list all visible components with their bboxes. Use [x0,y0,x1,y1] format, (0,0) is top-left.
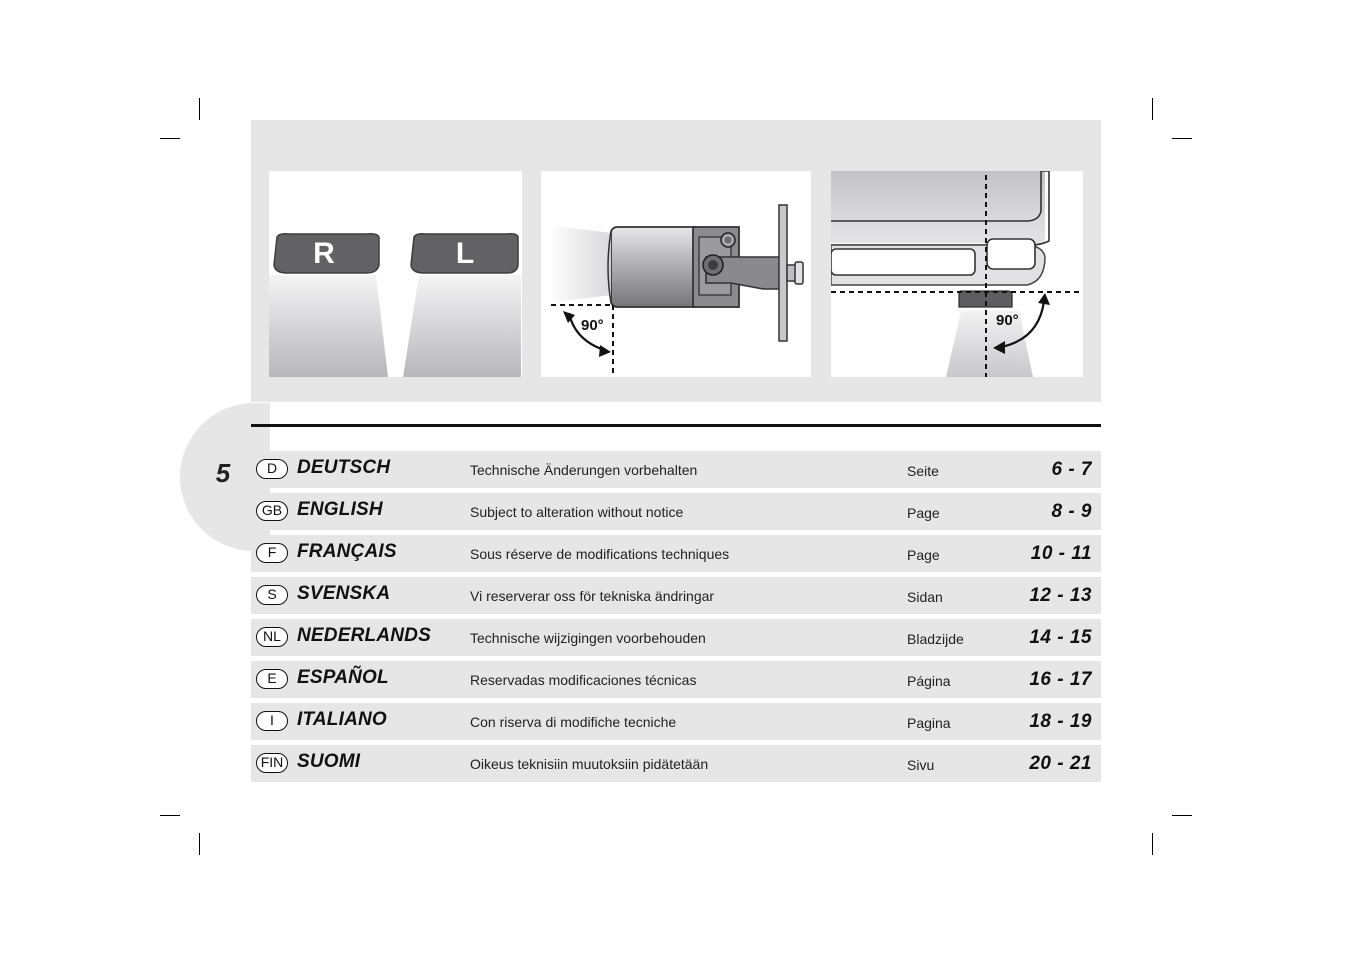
toc-row[interactable] [251,493,1101,530]
page-word: Página [907,673,951,689]
indicator-lights-illustration [269,171,522,377]
language-name: ENGLISH [297,499,383,520]
crop-mark [1152,833,1153,855]
page-range: 18 - 19 [1029,711,1092,732]
crop-mark [199,833,200,855]
country-code-badge: NL [256,627,288,647]
toc-row[interactable] [251,619,1101,656]
toc-row[interactable] [251,451,1101,488]
angle-label: 90° [581,317,604,334]
language-name: SVENSKA [297,583,391,604]
crop-mark [199,98,200,120]
toc-row[interactable] [251,661,1101,698]
alteration-notice: Subject to alteration without notice [470,504,684,520]
mounting-angle-figure [541,171,811,377]
toc-row[interactable] [251,535,1101,572]
alteration-notice: Sous réserve de modifications techniques [470,546,730,562]
page-range: 10 - 11 [1030,543,1092,564]
vehicle-mount-illustration [831,171,1083,377]
lamp-mount-illustration [541,171,811,377]
figure-area [251,120,1101,402]
language-name: ESPAÑOL [297,667,389,688]
page-word: Seite [907,463,939,479]
crop-mark [160,815,180,816]
toc-row[interactable] [251,577,1101,614]
country-code-badge: S [256,585,288,605]
crop-mark [1152,98,1153,120]
alteration-notice: Reservadas modificaciones técnicas [470,672,697,688]
alteration-notice: Oikeus teknisiin muutoksiin pidätetään [470,756,709,772]
alteration-notice: Vi reserverar oss för tekniska ändringar [470,588,715,604]
page-range: 6 - 7 [1051,459,1092,480]
language-name: DEUTSCH [297,457,391,478]
language-name: NEDERLANDS [297,625,431,646]
alteration-notice: Technische Änderungen vorbehalten [470,462,698,478]
page-word: Page [907,505,940,521]
angle-label: 90° [996,312,1019,329]
toc-row[interactable] [251,703,1101,740]
page-word: Bladzijde [907,631,964,647]
page-range: 20 - 21 [1029,753,1092,774]
country-code-badge: FIN [256,753,288,773]
country-code-badge: I [256,711,288,731]
toc-row[interactable] [251,745,1101,782]
page-range: 14 - 15 [1029,627,1092,648]
page-word: Sidan [907,589,943,605]
country-code-badge: GB [256,501,288,521]
language-name: ITALIANO [297,709,387,730]
alteration-notice: Technische wijzigingen voorbehouden [470,630,706,646]
indicator-right-label: R [313,237,335,270]
language-contents-table [251,451,1101,787]
page-number: 5 [215,458,231,488]
language-name: FRANÇAIS [297,541,397,562]
crop-mark [160,138,180,139]
page-range: 12 - 13 [1029,585,1092,606]
crop-mark [1172,815,1192,816]
alteration-notice: Con riserva di modifiche tecniche [470,714,677,730]
crop-mark [1172,138,1192,139]
page-word: Page [907,547,940,563]
indicator-left-label: L [455,237,475,270]
vehicle-angle-figure [831,171,1083,377]
page-word: Sivu [907,757,935,773]
country-code-badge: D [256,459,288,479]
language-name: SUOMI [297,751,361,772]
indicator-lights-figure [269,171,522,377]
page-range: 8 - 9 [1051,501,1092,522]
country-code-badge: E [256,669,288,689]
page-word: Pagina [907,715,951,731]
page-range: 16 - 17 [1029,669,1092,690]
section-divider [251,424,1101,427]
country-code-badge: F [256,543,288,563]
